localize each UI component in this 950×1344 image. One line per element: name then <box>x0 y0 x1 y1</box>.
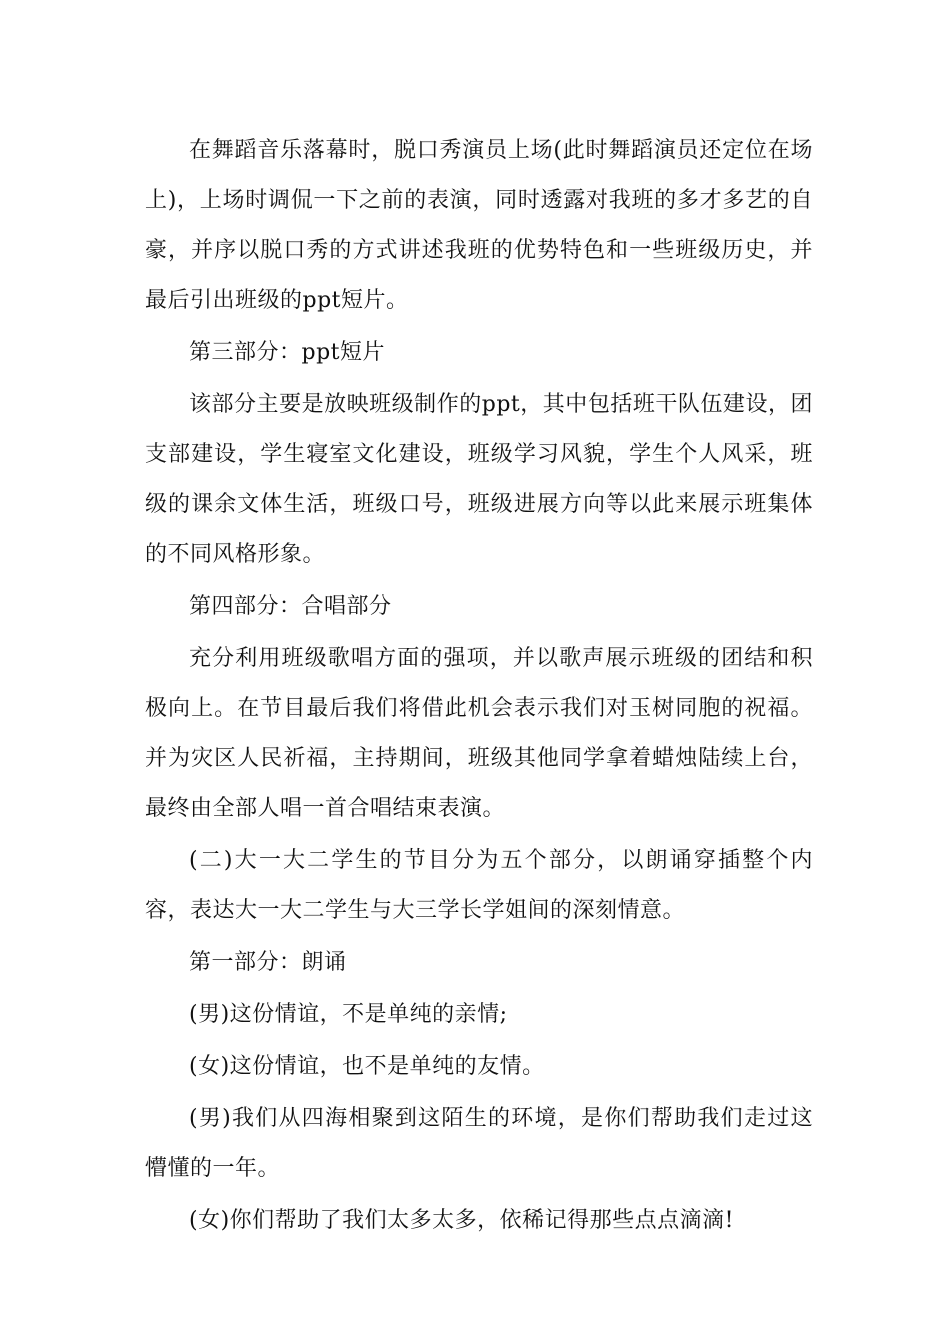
heading-part-four: 第四部分：合唱部分 <box>189 594 392 619</box>
dialogue-line-4: (女)你们帮助了我们太多太多，依稀记得那些点点滴滴! <box>189 1208 735 1233</box>
dialogue-line-1: (男)这份情谊，不是单纯的亲情; <box>189 1002 508 1027</box>
paragraph-1: 在舞蹈音乐落幕时，脱口秀演员上场(此时舞蹈演员还定位在场上)，上场时调侃一下之前的表演，同时透露对我班的多才多艺的自豪，并序以脱口秀的方式讲述我班的优势特色和一些班级历史，并最后引出班级的ppt短片。 <box>145 138 813 313</box>
heading-part-three: 第三部分：ppt短片 <box>189 340 386 365</box>
document-body <box>145 126 813 1248</box>
paragraph-2: 该部分主要是放映班级制作的ppt，其中包括班干队伍建设，团支部建设，学生寝室文化建设，班级学习风貌，学生个人风采，班级的课余文体生活，班级口号，班级进展方向等以此来展示班集体的不同风格形象。 <box>145 392 813 567</box>
heading-part-one: 第一部分：朗诵 <box>189 950 347 975</box>
dialogue-line-3: (男)我们从四海相聚到这陌生的环境，是你们帮助我们走过这懵懂的一年。 <box>145 1106 813 1181</box>
paragraph-3: 充分利用班级歌唱方面的强项，并以歌声展示班级的团结和积极向上。在节目最后我们将借此机会表示我们对玉树同胞的祝福。并为灾区人民祈福，主持期间，班级其他同学拿着蜡烛陆续上台，最终由全部人唱一首合唱结束表演。 <box>145 646 813 821</box>
dialogue-line-2: (女)这份情谊，也不是单纯的友情。 <box>189 1054 545 1079</box>
paragraph-4: (二)大一大二学生的节目分为五个部分，以朗诵穿插整个内容，表达大一大二学生与大三学长学姐间的深刻情意。 <box>145 848 813 923</box>
